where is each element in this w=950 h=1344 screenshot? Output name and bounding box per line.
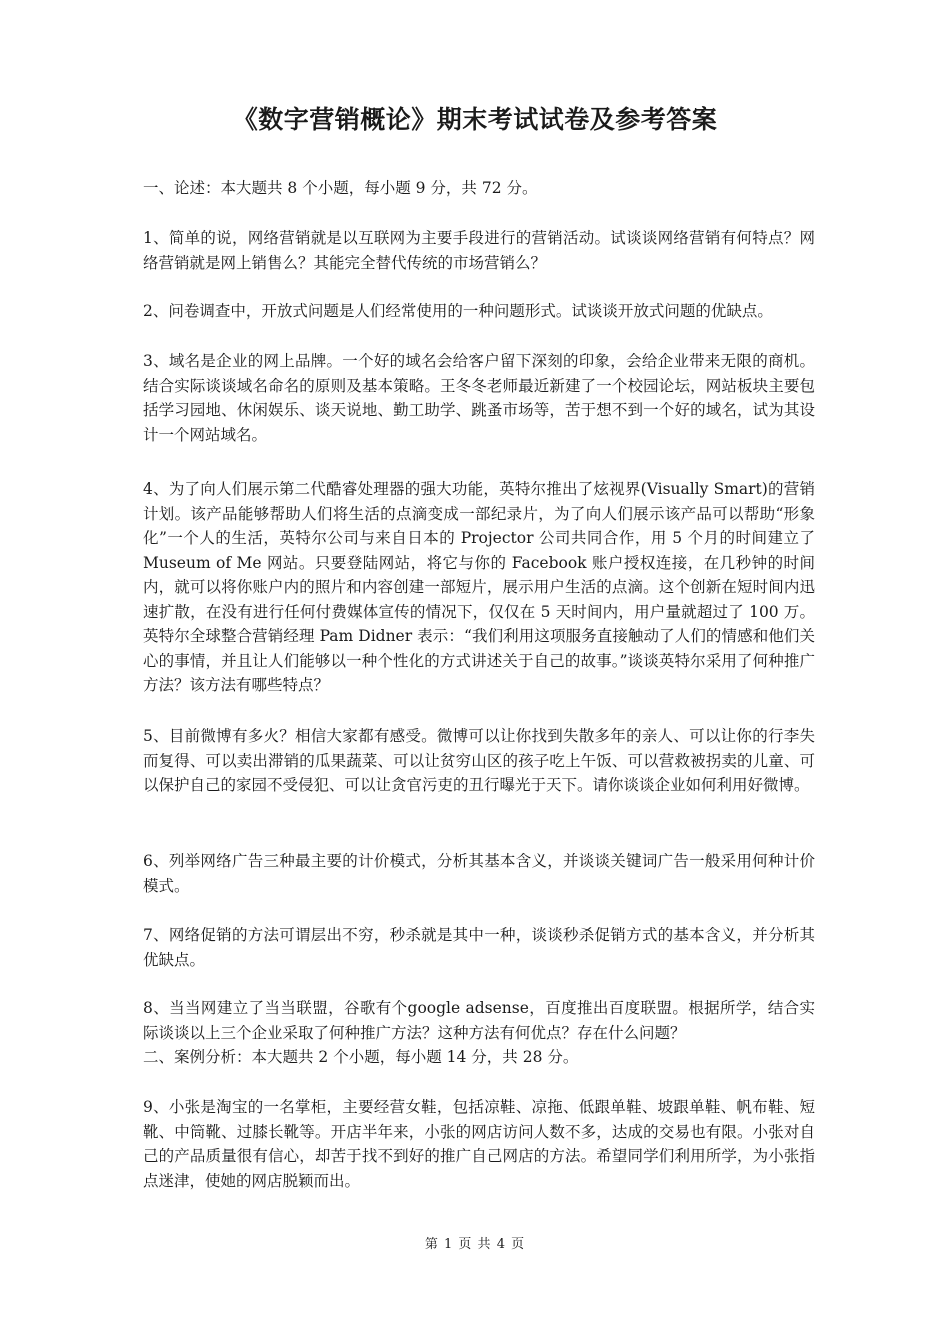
- question-6: 6、列举网络广告三种最主要的计价模式，分析其基本含义，并谈谈关键词广告一般采用何种计价模式。: [143, 852, 815, 895]
- section-1-header: 一、论述：本大题共 8 个小题，每小题 9 分，共 72 分。: [143, 179, 538, 197]
- question-1: 1、简单的说，网络营销就是以互联网为主要手段进行的营销活动。试谈谈网络营销有何特点？网络营销就是网上销售么？其能完全替代传统的市场营销么？: [143, 229, 815, 272]
- question-2: 2、问卷调查中，开放式问题是人们经常使用的一种问题形式。试谈谈开放式问题的优缺点。: [143, 302, 773, 320]
- question-7: 7、网络促销的方法可谓层出不穷，秒杀就是其中一种，谈谈秒杀促销方式的基本含义，并分析其优缺点。: [143, 926, 815, 969]
- question-3: 3、域名是企业的网上品牌。一个好的域名会给客户留下深刻的印象，会给企业带来无限的商机。结合实际谈谈域名命名的原则及基本策略。王冬冬老师最近新建了一个校园论坛，网站板块主要包括学习园地、休闲娱乐、谈天说地、勤工助学、跳蚤市场等，苦于想不到一个好的域名，试为其设计一个网站域名。: [143, 352, 815, 444]
- question-9: 9、小张是淘宝的一名掌柜，主要经营女鞋，包括凉鞋、凉拖、低跟单鞋、坡跟单鞋、帆布鞋、短靴、中筒靴、过膝长靴等。开店半年来，小张的网店访问人数不多，达成的交易也有限。小张对自己的产品质量很有信心，却苦于找不到好的推广自己网店的方法。希望同学们利用所学，为小张指点迷津，使她的网店脱颖而出。: [143, 1098, 815, 1190]
- document-title: 《数字营销概论》期末考试试卷及参考答案: [232, 105, 718, 134]
- question-8: 8、当当网建立了当当联盟，谷歌有个google adsense，百度推出百度联盟。根据所学，结合实际谈谈以上三个企业采取了何种推广方法？这种方法有何优点？存在什么问题？: [143, 999, 815, 1042]
- question-4: 4、为了向人们展示第二代酷睿处理器的强大功能，英特尔推出了炫视界(Visually Smart)的营销计划。该产品能够帮助人们将生活的点滴变成一部纪录片，为了向人们展示该产品可以帮助“形象化”一个人的生活，英特尔公司与来自日本的 Projector 公司共同合作，用 5 个月的时间建立了 Museum of Me 网站。只要登陆网站，将它与你的 Facebook 账户授权连接，在几秒钟的时间内，就可以将你账户内的照片和内容创建一部短片，展示用户生活的点滴。这个创新在短时间内迅速扩散，在没有进行任何付费媒体宣传的情况下，仅仅在 5 天时间内，用户量就超过了 100 万。英特尔全球整合营销经理 Pam Didner 表示：“我们利用这项服务直接触动了人们的情感和他们关心的事情，并且让人们能够以一种个性化的方式讲述关于自己的故事。”谈谈英特尔采用了何种推广方法？该方法有哪些特点？: [143, 480, 815, 694]
- section-2-header: 二、案例分析：本大题共 2 个小题，每小题 14 分，共 28 分。: [143, 1048, 579, 1066]
- page-number-footer: 第 1 页 共 4 页: [424, 1237, 526, 1252]
- question-5: 5、目前微博有多火？相信大家都有感受。微博可以让你找到失散多年的亲人、可以让你的行李失而复得、可以卖出滞销的瓜果蔬菜、可以让贫穷山区的孩子吃上午饭、可以营救被拐卖的儿童、可以保护自己的家园不受侵犯、可以让贪官污吏的丑行曝光于天下。请你谈谈企业如何利用好微博。: [143, 727, 815, 794]
